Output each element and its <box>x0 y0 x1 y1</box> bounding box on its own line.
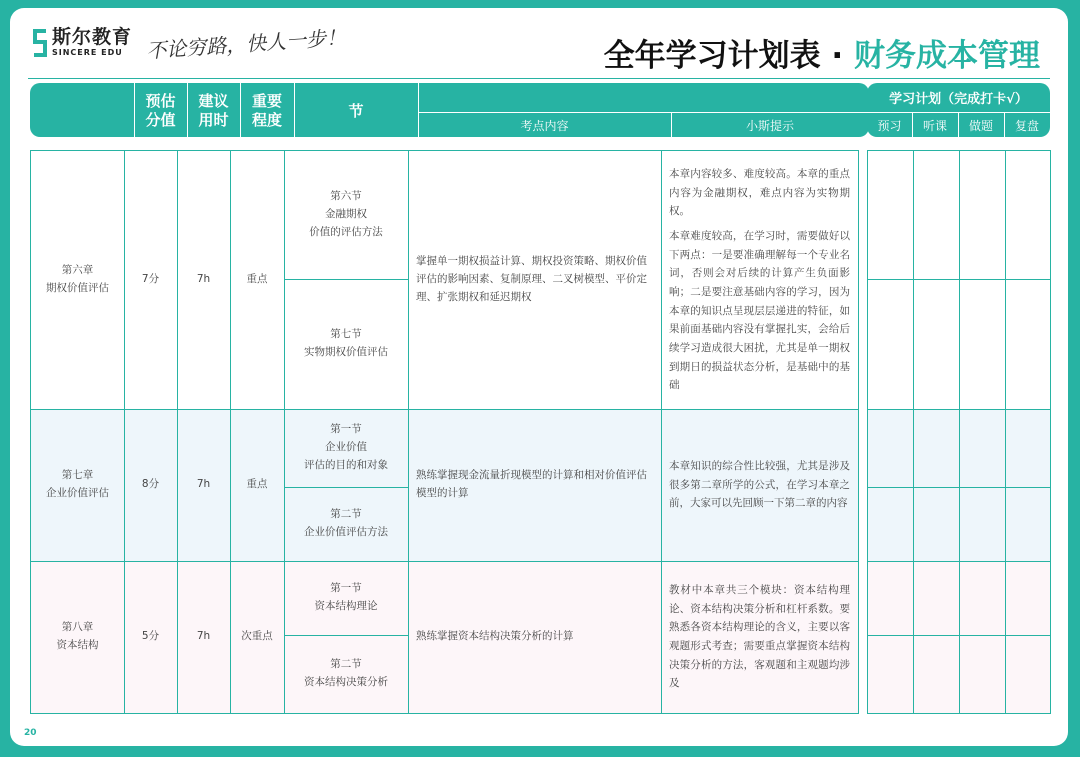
header-estimate: 预估分值 <box>145 91 176 129</box>
points-cell <box>408 151 661 409</box>
section-number: 第一节 <box>330 582 362 595</box>
checkbox-cell[interactable] <box>868 151 913 279</box>
tips-text: 本章内容较多、难度较高。本章的重点内容为金融期权，难点内容为实物期权。 <box>669 167 850 218</box>
brand-name-en: SINCERE EDU <box>52 48 123 57</box>
page-title-sub: 财务成本管理 <box>854 38 1040 74</box>
header-importance: 重要程度 <box>251 91 282 129</box>
chapter-cell <box>31 409 124 561</box>
section-name: 金融期权 <box>325 208 367 221</box>
tips-cell <box>661 409 858 561</box>
time-cell: 7h <box>196 630 211 643</box>
plan-grid <box>867 150 1051 714</box>
section-name: 企业价值 <box>325 441 367 454</box>
importance-cell: 重点 <box>246 273 268 286</box>
points-text: 掌握单一期权损益计算、期权投资策略、期权价值评估的影响因素、复制原理、二叉树模型、平价定理、扩张期权和延迟期权 <box>416 255 647 303</box>
checkbox-cell[interactable] <box>1006 151 1050 279</box>
tips-text: 本章知识的综合性比较强，尤其是涉及很多第二章所学的公式，在学习本章之前，大家可以先回顾一下第二章的内容 <box>669 459 850 510</box>
header-tips: 小斯提示 <box>745 118 794 133</box>
section-cell <box>284 635 408 713</box>
score-cell: 8分 <box>141 478 160 491</box>
section-cell <box>284 409 408 487</box>
section-cell <box>284 151 408 279</box>
points-text: 熟练掌握资本结构决策分析的计算 <box>416 630 574 643</box>
time-cell: 7h <box>196 273 211 286</box>
page <box>10 8 1068 746</box>
brand-logo <box>32 28 132 57</box>
plan-col-lecture: 听课 <box>922 118 947 133</box>
section-name: 企业价值评估方法 <box>304 526 388 538</box>
plan-title: 学习计划（完成打卡√） <box>889 91 1028 107</box>
section-name: 资本结构决策分析 <box>304 676 388 688</box>
chapter-cell <box>31 151 124 409</box>
importance-cell: 次重点 <box>241 630 273 643</box>
header-time: 建议用时 <box>198 91 229 129</box>
importance-cell: 重点 <box>246 478 268 491</box>
page-number: 20 <box>24 728 37 738</box>
time-cell: 7h <box>196 478 211 491</box>
tips-cell <box>661 561 858 713</box>
plan-col-review: 复盘 <box>1014 118 1039 133</box>
section-name: 实物期权价值评估 <box>304 346 388 358</box>
chapter-number: 第七章 <box>61 469 94 482</box>
section-number: 第二节 <box>330 508 362 521</box>
section-name-line2: 价值的评估方法 <box>309 225 383 238</box>
header-points: 考点内容 <box>520 118 569 133</box>
section-cell <box>284 561 408 635</box>
checkbox-cell[interactable] <box>960 151 1005 279</box>
chapter-name: 资本结构 <box>56 639 99 651</box>
score-cell: 7分 <box>141 273 160 286</box>
section-number: 第二节 <box>330 658 362 671</box>
brand-name: 斯尔教育 <box>52 26 133 48</box>
chapter-name: 期权价值评估 <box>46 282 109 294</box>
section-number: 第六节 <box>330 190 362 203</box>
chapter-number: 第八章 <box>61 621 94 634</box>
plan-table <box>30 150 859 714</box>
section-number: 第一节 <box>330 423 362 436</box>
tips-text: 教材中本章共三个模块：资本结构理论、资本结构决策分析和杠杆系数。要熟悉各资本结构理论的含义，主要以客观题形式考查；需要重点掌握资本结构决策分析的方法，客观题和主观题均涉及 <box>669 583 850 690</box>
title-divider <box>28 78 1050 79</box>
chapter-number: 第六章 <box>61 264 94 277</box>
score-cell: 5分 <box>141 630 160 643</box>
page-title-main: 全年学习计划表 · <box>603 38 854 74</box>
page-title <box>604 30 1040 75</box>
points-cell <box>408 561 661 713</box>
header-section: 节 <box>348 101 364 120</box>
plan-col-preview: 预习 <box>877 118 902 133</box>
brand-mark-icon <box>32 29 48 57</box>
plan-header <box>867 83 1050 137</box>
section-cell <box>284 487 408 561</box>
section-cell <box>284 279 408 409</box>
points-text: 熟练掌握现金流量折现模型的计算和相对价值评估模型的计算 <box>416 469 647 499</box>
chapter-cell <box>31 561 124 713</box>
tips-text: 本章难度较高，在学习时，需要做好以下两点：一是要准确理解每一个专业名词，否则会对后续的计算产生负面影响；二是要注意基础内容的学习，因为本章的知识点呈现层层递进的特征，如果前面基础内容没有掌握扎实，会给后续学习造成很大困扰，尤其是单一期权到期日的损益状态分析，是基础中的基础 <box>669 229 850 392</box>
section-number: 第七节 <box>330 328 362 341</box>
section-name-line2: 评估的目的和对象 <box>304 458 388 471</box>
table-header <box>30 83 869 137</box>
section-name: 资本结构理论 <box>314 600 378 612</box>
chapter-name: 企业价值评估 <box>46 487 109 499</box>
brand-slogan: 不论穷路，快人一步！ <box>145 25 347 63</box>
points-cell <box>408 409 661 561</box>
checkbox-cell[interactable] <box>914 151 959 279</box>
plan-col-practice: 做题 <box>968 118 993 133</box>
tips-cell <box>661 151 858 409</box>
